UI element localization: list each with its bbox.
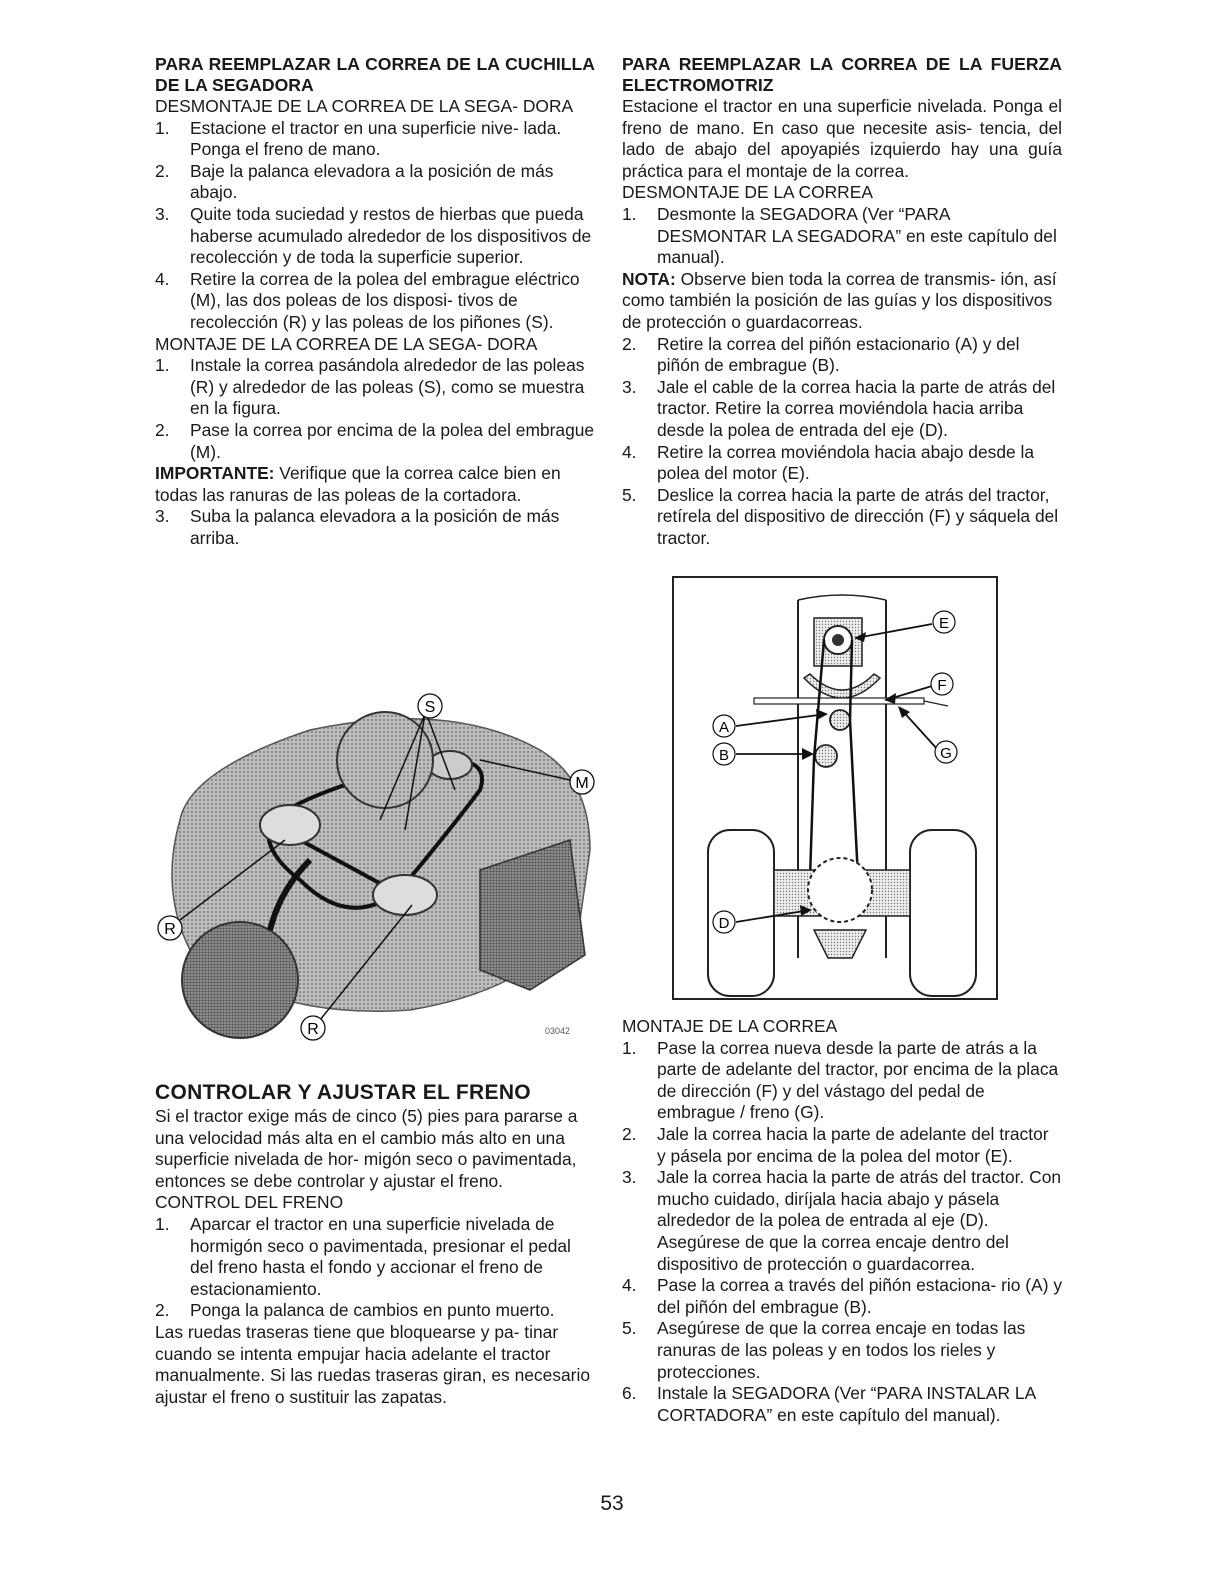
label-r-left: R (164, 921, 176, 938)
subheading-belt-removal: DESMONTAJE DE LA CORREA DE LA SEGA- DORA (155, 96, 574, 116)
page-number: 53 (600, 1492, 624, 1515)
list-item: 6. Instale la SEGADORA (Ver “PARA INSTALAR LA CORTADORA” en este capítulo del manual). (622, 1383, 1036, 1425)
label-f: F (937, 677, 947, 694)
subheading-pto-removal: DESMONTAJE DE LA CORREA (622, 182, 873, 203)
important-note: IMPORTANTE: Verifique que la correa calce bien en todas las ranuras de las poleas de la cortadora. (155, 463, 561, 505)
left-column (155, 54, 595, 549)
list-item: 2. Ponga la palanca de cambios en punto muerto. (155, 1300, 555, 1321)
brake-intro: Si el tractor exige más de cinco (5) pies para pararse a una velocidad más alta en el cambio más alto en una superficie nivelada de hor- migón seco o pavimentada, entonces se debe controlar y ajustar el freno. (155, 1106, 578, 1191)
nota-label: NOTA: (622, 268, 676, 289)
nota-note: NOTA: Observe bien toda la correa de transmis- ión, así como también la posición de las guías y los dispositivos de protección o guardacorreas. (622, 268, 1057, 332)
removal-steps-list (155, 118, 595, 334)
list-item: 1. Instale la correa pasándola alrededor de las poleas (R) y alrededor de las poleas (S), como se muestra en la figura. (155, 355, 585, 419)
list-item: 4. Retire la correa moviéndola hacia abajo desde la polea del motor (E). (622, 441, 1035, 484)
section-title-pto-belt: PARA REEMPLAZAR LA CORREA DE LA FUERZA ELECTROMOTRIZ (622, 54, 1062, 95)
list-item: 3. Jale el cable de la correa hacia la parte de atrás del tractor. Retire la correa moviéndola hacia arriba desde la polea de entrada del eje (D). (622, 376, 1056, 440)
label-g: G (940, 745, 952, 762)
label-e: E (938, 615, 950, 632)
subheading-belt-install: MONTAJE DE LA CORREA DE LA SEGA- DORA (155, 333, 538, 354)
subheading-brake-control: CONTROL DEL FRENO (155, 1192, 344, 1213)
list-item: 2. Baje la palanca elevadora a la posición de más abajo. (155, 160, 554, 203)
label-a: A (718, 719, 730, 736)
list-item: 2. Jale la correa hacia la parte de adelante del tractor y pásela por encima de la polea del motor (E). (622, 1123, 1049, 1166)
subheading-pto-install: MONTAJE DE LA CORREA (622, 1016, 838, 1036)
pto-install-steps (622, 1038, 1062, 1427)
list-item: 5. Deslice la correa hacia la parte de atrás del tractor, retírela del dispositivo de dirección (F) y sáquela del tractor. (622, 484, 1059, 548)
list-item: 4. Pase la correa a través del piñón estaciona- rio (A) y del piñón del embrague (B). (622, 1275, 1063, 1317)
brake-section (155, 1080, 595, 1408)
list-item: 2. Pase la correa por encima de la polea del embrague (M). (155, 419, 595, 462)
label-r-bottom: R (307, 1021, 319, 1038)
mower-deck-figure (150, 690, 600, 1050)
figure-code: 03042 (545, 1026, 571, 1036)
brake-steps-list (155, 1214, 595, 1322)
label-m: M (575, 775, 589, 792)
pto-removal-steps (622, 204, 1062, 269)
list-item: 1. Pase la correa nueva desde la parte de atrás a la parte de adelante del tractor, por encima de la placa de dirección (F) y del vástago del pedal de embrague / freno (G). (622, 1037, 1059, 1123)
brake-outro: Las ruedas traseras tiene que bloquearse y pa- tinar cuando se intenta empujar hacia adelante el tractor manualmente. Si las ruedas traseras giran, es necesario ajustar el freno o sustituir las zapatas. (155, 1321, 590, 1407)
list-item: 1. Estacione el tractor en una superficie nive- lada. Ponga el freno de mano. (155, 117, 562, 160)
list-item: 3. Suba la palanca elevadora a la posición de más arriba. (155, 506, 560, 548)
label-b: B (718, 747, 730, 764)
section-title-brake: CONTROLAR Y AJUSTAR EL FRENO (155, 1081, 531, 1104)
install-steps-list (155, 355, 595, 463)
list-item: 5. Asegúrese de que la correa encaje en todas las ranuras de las poleas y en todos los rieles y protecciones. (622, 1318, 1026, 1382)
label-s: S (424, 699, 436, 716)
list-item: 1. Aparcar el tractor en una superficie nivelada de hormigón seco o pavimentada, presionar el pedal del freno hasta el fondo y accionar el freno de estacionamiento. (155, 1213, 571, 1299)
list-item: 4. Retire la correa de la polea del embrague eléctrico (M), las dos poleas de los disposi- tivos de recolección (R) y las poleas de los piñones (S). (155, 268, 580, 332)
label-d: D (718, 915, 730, 932)
pto-install-section (622, 1016, 1062, 1426)
list-item: 2. Retire la correa del piñón estacionario (A) y del piñón de embrague (B). (622, 333, 1020, 376)
pto-removal-steps-continued (622, 334, 1062, 550)
right-column (622, 54, 1062, 549)
install-steps-list-continued (155, 506, 595, 549)
list-item: 3. Jale la correa hacia la parte de atrás del tractor. Con mucho cuidado, diríjala hacia abajo y pásela alrededor de la polea de entrada al eje (D). Asegúrese de que la correa encaje dentro del dispositivo de protección o guardacorrea. (622, 1167, 1062, 1274)
tractor-belt-figure (672, 576, 998, 1000)
list-item: 3. Quite toda suciedad y restos de hierbas que pueda haberse acumulado alrededor de los dispositivos de recolección y de toda la superficie superior. (155, 203, 592, 268)
important-label: IMPORTANTE: (155, 463, 275, 484)
list-item: 1. Desmonte la SEGADORA (Ver “PARA DESMONTAR LA SEGADORA” en este capítulo del manual). (622, 203, 1057, 268)
pto-intro: Estacione el tractor en una superficie nivelada. Ponga el freno de mano. En caso que necesite asis- tencia, del lado de abajo del apoyapiés izquierdo hay una guía práctica para el montaje de la correa. (622, 96, 1062, 181)
section-title-mower-belt: PARA REEMPLAZAR LA CORREA DE LA CUCHILLA DE LA SEGADORA (155, 54, 595, 95)
